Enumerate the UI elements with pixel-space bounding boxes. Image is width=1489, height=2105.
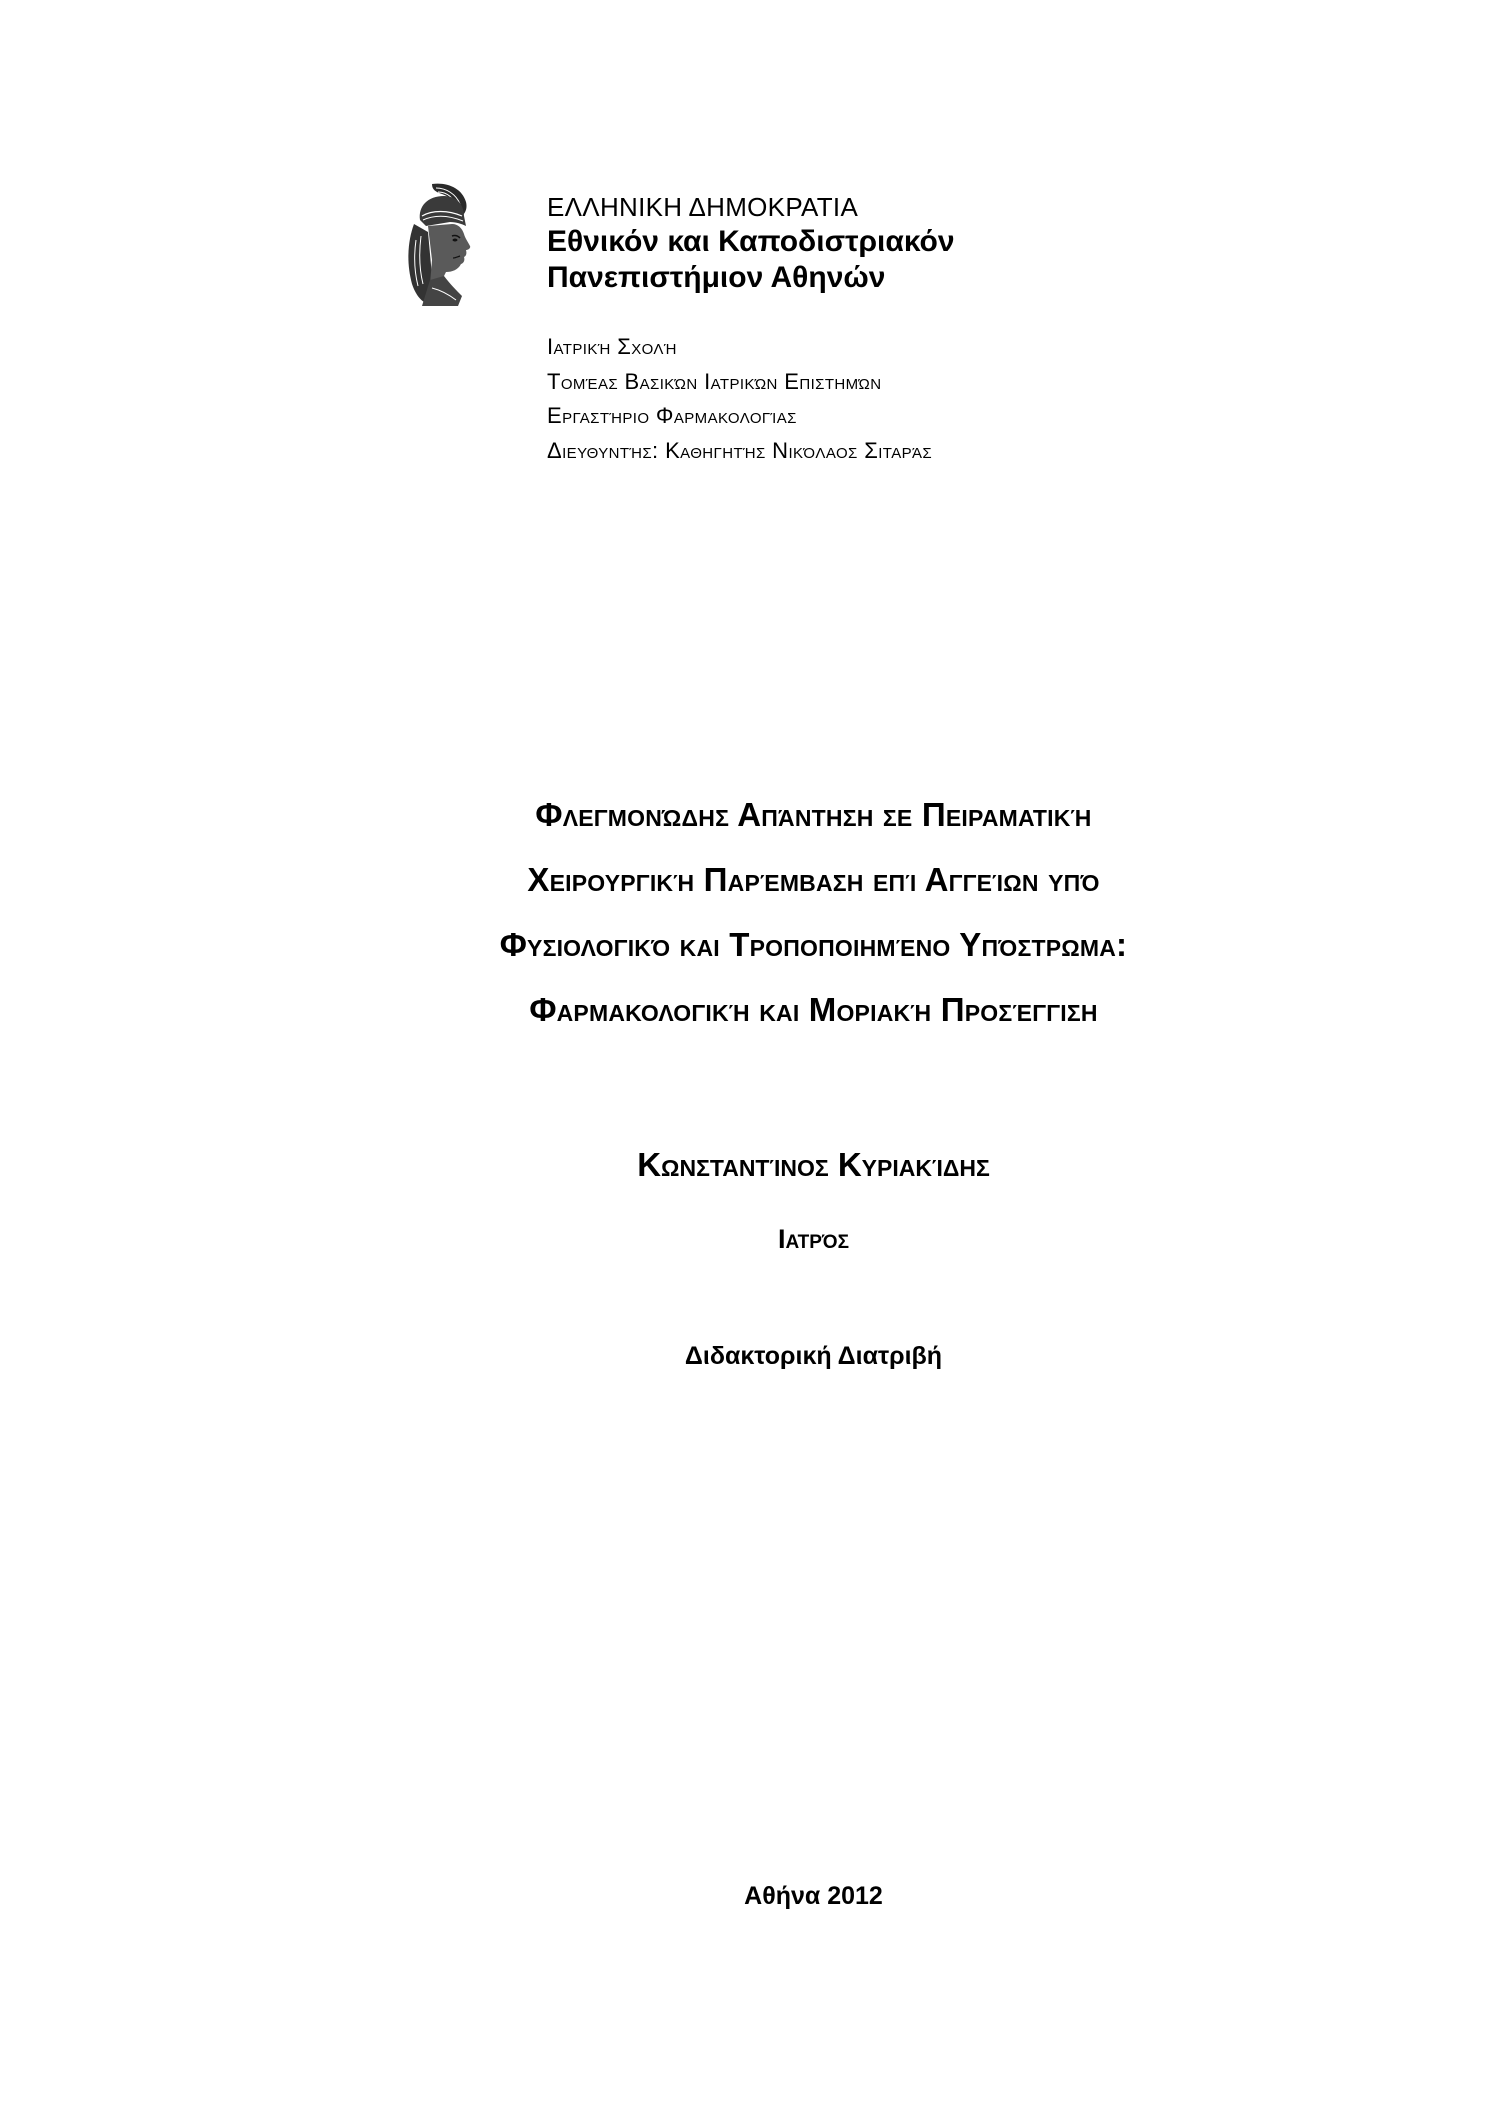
republic-label: ΕΛΛΗΝΙΚΗ ΔΗΜΟΚΡΑΤΙΑ	[547, 192, 859, 222]
place-date: Αθήνα 2012	[744, 1882, 883, 1910]
author-profession: Ιατρός	[778, 1224, 849, 1254]
institution-header	[547, 190, 955, 296]
author-name: Κωνσταντίνος Κυριακίδης	[637, 1146, 990, 1183]
university-name-line1: Εθνικόν και Καποδιστριακόν	[547, 225, 955, 258]
title-line: Φαρμακολογική και Μοριακή Προσέγγιση	[529, 991, 1098, 1028]
university-name-line2: Πανεπιστήμιον Αθηνών	[547, 261, 886, 294]
thesis-title	[300, 782, 1327, 1042]
title-line: Φυσιολογικό και Τροποποιημένο Υπόστρωμα:	[499, 926, 1128, 963]
athena-emblem-icon	[392, 180, 492, 310]
school-label: Ιατρική Σχολή	[547, 334, 677, 359]
department-block	[547, 330, 932, 468]
title-line: Φλεγμονώδης Απάντηση σε Πειραματική	[535, 796, 1092, 833]
sector-label: Τομέας Βασικών Ιατρικών Επιστημών	[547, 368, 882, 394]
lab-label: Εργαστήριο Φαρμακολογίας	[547, 403, 797, 428]
director-label: Διευθυντής: Καθηγητής Νικόλαος Σιταράς	[547, 437, 933, 463]
thesis-type: Διδακτορική Διατριβή	[684, 1342, 943, 1370]
title-line: Χειρουργική Παρέμβαση επί Αγγείων υπό	[527, 861, 1100, 898]
